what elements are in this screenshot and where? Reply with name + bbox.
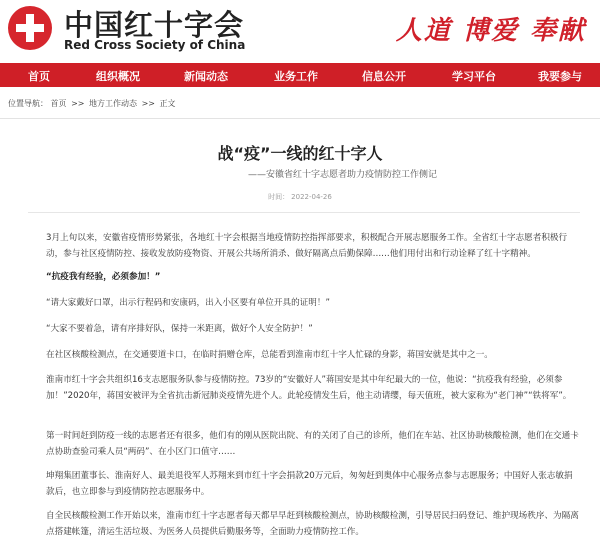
main-navigation bbox=[0, 63, 600, 87]
article-title: 战“疫”一线的红十字人 bbox=[217, 144, 383, 163]
date-value: 2022-04-26 bbox=[291, 193, 332, 201]
breadcrumb-separator: >> bbox=[71, 99, 85, 108]
nav-home[interactable]: 首页 bbox=[28, 70, 50, 83]
article-subtitle: ——安徽省红十字志愿者助力疫情防控工作侧记 bbox=[248, 170, 438, 180]
site-slogan: 人道 博爱 奉献 bbox=[395, 16, 586, 46]
red-cross-logo-icon[interactable] bbox=[8, 6, 52, 50]
article-divider bbox=[28, 212, 580, 213]
article-paragraph: 自全民核酸检测工作开始以来，淮南市红十字志愿者每天都早早赶到核酸检测点，协助核酸检测，引导居民扫码登记、维护现场秩序、为隔离点搭建帐篷，清运生活垃圾、为医务人员提供后勤服务等，全面助力疫情防控工作。 bbox=[46, 511, 579, 537]
date-label: 时间： bbox=[268, 193, 290, 201]
article-date bbox=[0, 192, 600, 202]
breadcrumb bbox=[8, 98, 176, 109]
breadcrumb-label: 位置导航： bbox=[8, 99, 48, 108]
article-paragraph: 淮南市红十字会共组织16支志愿服务队参与疫情防控。73岁的“安徽好人”蒋国安是其中年纪最大的一位，他说：“抗疫我有经验，必须参加！”2020年，蒋国安被评为全省抗击新冠肺炎疫情先进个人。此轮疫情发生后，他主动请缨，每天值班，被大家称为“老门神”“铁将军”。 bbox=[46, 375, 572, 401]
site-logo-chinese[interactable]: 中国红十字会 bbox=[64, 8, 245, 42]
article-paragraph: 在社区核酸检测点，在交通要道卡口，在临时捐赠仓库，总能看到淮南市红十字人忙碌的身影，蒋国安就是其中之一。 bbox=[46, 350, 493, 360]
article-paragraph: “抗疫我有经验，必须参加！” bbox=[46, 272, 161, 282]
nav-participate[interactable]: 我要参与 bbox=[538, 70, 582, 83]
breadcrumb-local-news[interactable]: 地方工作动态 bbox=[89, 99, 138, 108]
article-paragraph: 第一时间赶到防疫一线的志愿者还有很多，他们有的刚从医院出院、有的关闭了自己的诊所，他们在车站、社区协助核酸检测，他们在交通卡点协助查验司乘人员“两码”、在小区门口值守…… bbox=[46, 431, 579, 457]
nav-learning[interactable]: 学习平台 bbox=[452, 70, 496, 83]
nav-news[interactable]: 新闻动态 bbox=[184, 70, 228, 83]
article-paragraph: “大家不要着急，请有序排好队，保持一米距离，做好个人安全防护！” bbox=[46, 324, 313, 334]
article-paragraph: 坤翔集团董事长、淮南好人、最美退役军人苏翔来到市红十字会捐款20万元后，匆匆赶到奥体中心服务点参与志愿服务；中国好人张志敏捐款后，也立即参与到疫情防控志愿服务中。 bbox=[46, 471, 573, 497]
nav-disclosure[interactable]: 信息公开 bbox=[362, 70, 406, 83]
site-header bbox=[0, 0, 600, 63]
nav-organization[interactable]: 组织概况 bbox=[96, 70, 140, 83]
breadcrumb-separator: >> bbox=[141, 99, 155, 108]
article-paragraph: “请大家戴好口罩，出示行程码和安康码，出入小区要有单位开具的证明！” bbox=[46, 298, 330, 308]
breadcrumb-current: 正文 bbox=[159, 99, 176, 108]
site-logo-english[interactable]: Red Cross Society of China bbox=[64, 38, 246, 52]
nav-business[interactable]: 业务工作 bbox=[274, 70, 318, 83]
article-paragraph: 3月上旬以来，安徽省疫情形势紧张，各地红十字会根据当地疫情防控指挥部要求，积极配合开展志愿服务工作。全省红十字志愿者积极行动，参与社区疫情防控、接收发放防疫物资、开展公共场所消杀、做好隔离点后勤保障……他们用付出和行动诠释了红十字精神。 bbox=[46, 233, 568, 259]
section-divider bbox=[0, 118, 600, 119]
breadcrumb-home[interactable]: 首页 bbox=[50, 99, 67, 108]
